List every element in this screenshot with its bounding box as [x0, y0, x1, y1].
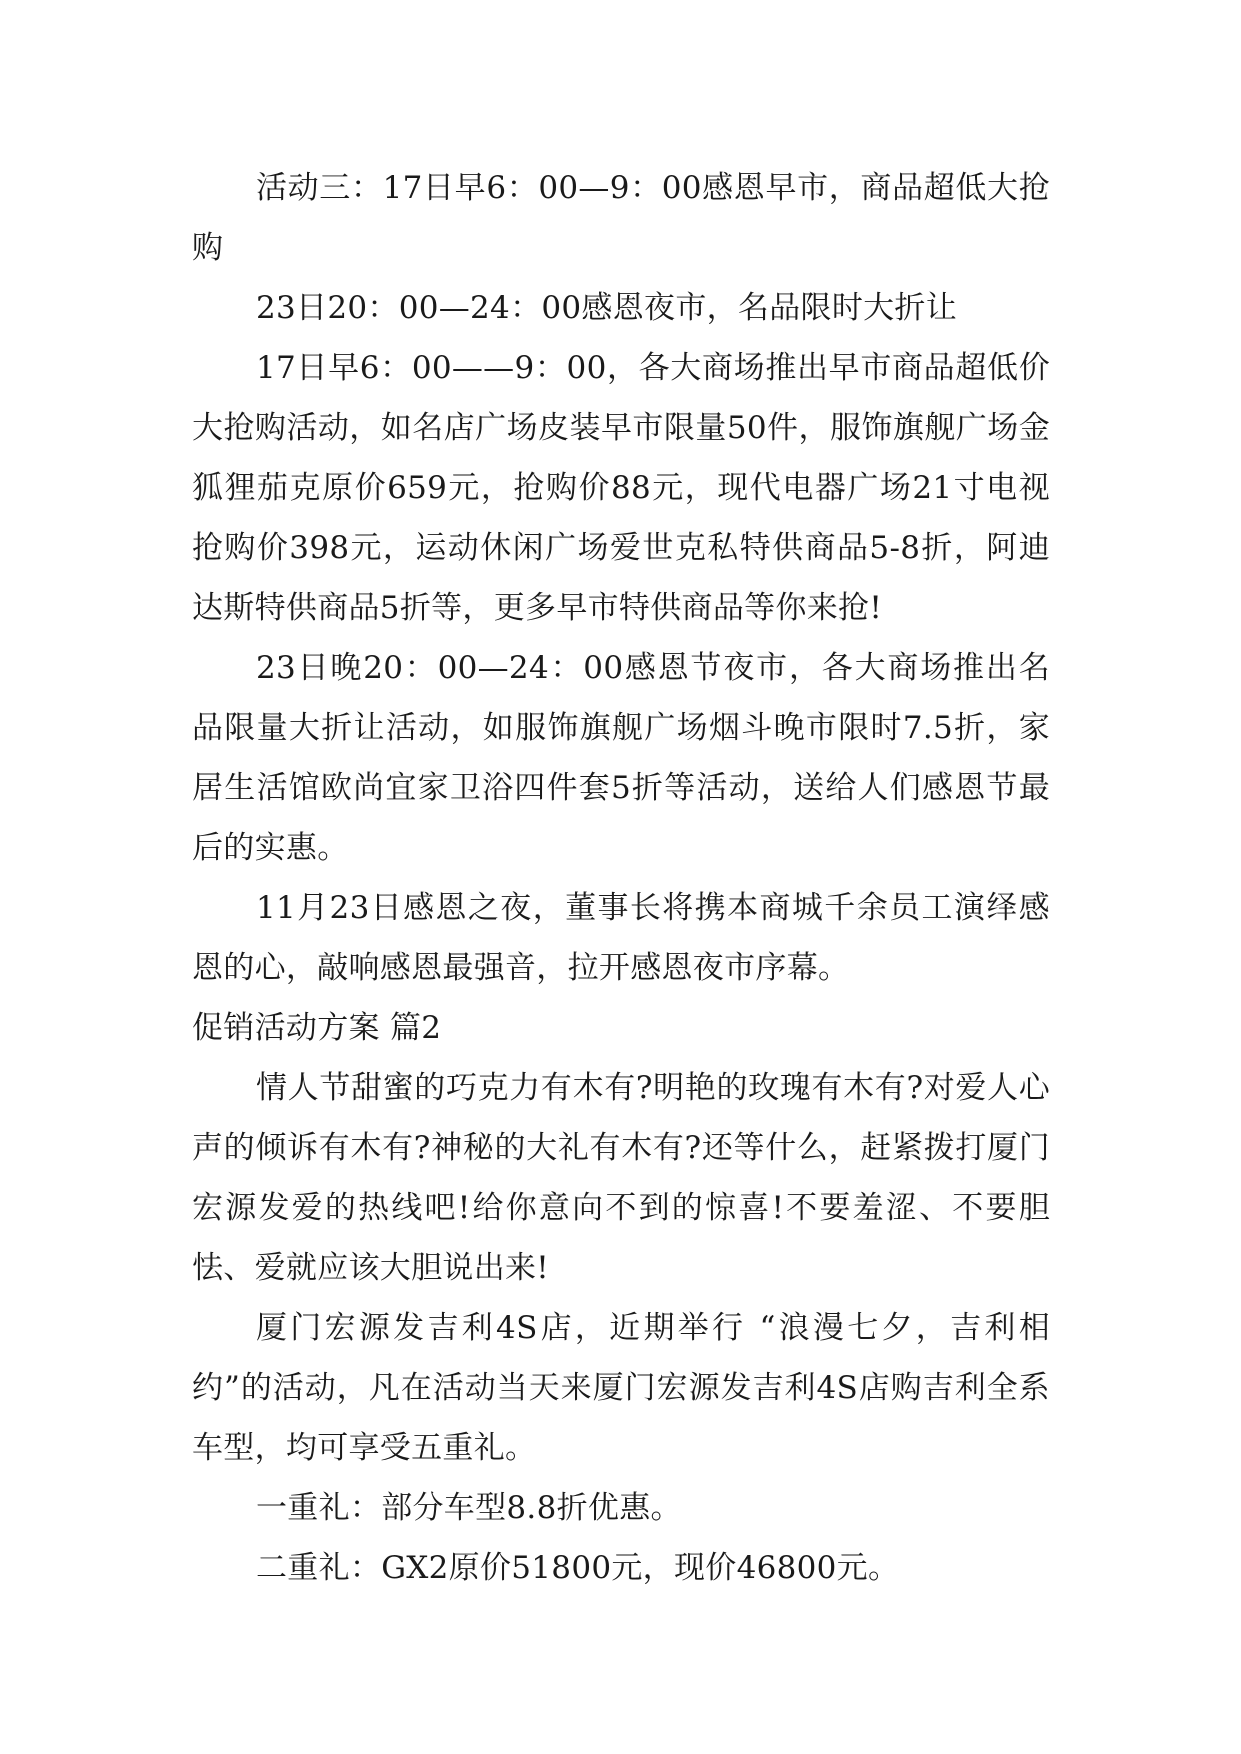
paragraph-activity-three: 活动三：17日早6：00—9：00感恩早市，商品超低大抢购: [192, 170, 1050, 266]
document-body: [192, 158, 1050, 1598]
paragraph-geely-event: 厦门宏源发吉利4S店，近期举行 “浪漫七夕，吉利相约”的活动，凡在活动当天来厦门宏源发吉利4S店购吉利全系车型，均可享受五重礼。: [192, 1310, 1050, 1466]
paragraph-gift-one: 一重礼：部分车型8.8折优惠。: [256, 1490, 682, 1526]
paragraph-morning-market-details: 17日早6：00——9：00，各大商场推出早市商品超低价大抢购活动，如名店广场皮装早市限量50件，服饰旗舰广场金狐狸茄克原价659元，抢购价88元，现代电器广场21寸电视抢购价398元，运动休闲广场爱世克私特供商品5-8折，阿迪达斯特供商品5折等，更多早市特供商品等你来抢!: [192, 350, 1050, 626]
paragraph-gift-two: 二重礼：GX2原价51800元，现价46800元。: [256, 1550, 900, 1586]
paragraph-thanksgiving-night: 11月23日感恩之夜，董事长将携本商城千余员工演绎感恩的心，敲响感恩最强音，拉开感恩夜市序幕。: [192, 890, 1050, 986]
section-heading: 促销活动方案 篇2: [192, 1010, 442, 1046]
paragraph-night-market-time: 23日20：00—24：00感恩夜市，名品限时大折让: [256, 290, 958, 326]
paragraph-valentine-intro: 情人节甜蜜的巧克力有木有?明艳的玫瑰有木有?对爱人心声的倾诉有木有?神秘的大礼有木有?还等什么，赶紧拨打厦门宏源发爱的热线吧!给你意向不到的惊喜!不要羞涩、不要胆怯、爱就应该大胆说出来!: [192, 1070, 1050, 1286]
paragraph-night-market-details: 23日晚20：00—24：00感恩节夜市，各大商场推出名品限量大折让活动，如服饰旗舰广场烟斗晚市限时7.5折，家居生活馆欧尚宜家卫浴四件套5折等活动，送给人们感恩节最后的实惠。: [192, 650, 1050, 866]
